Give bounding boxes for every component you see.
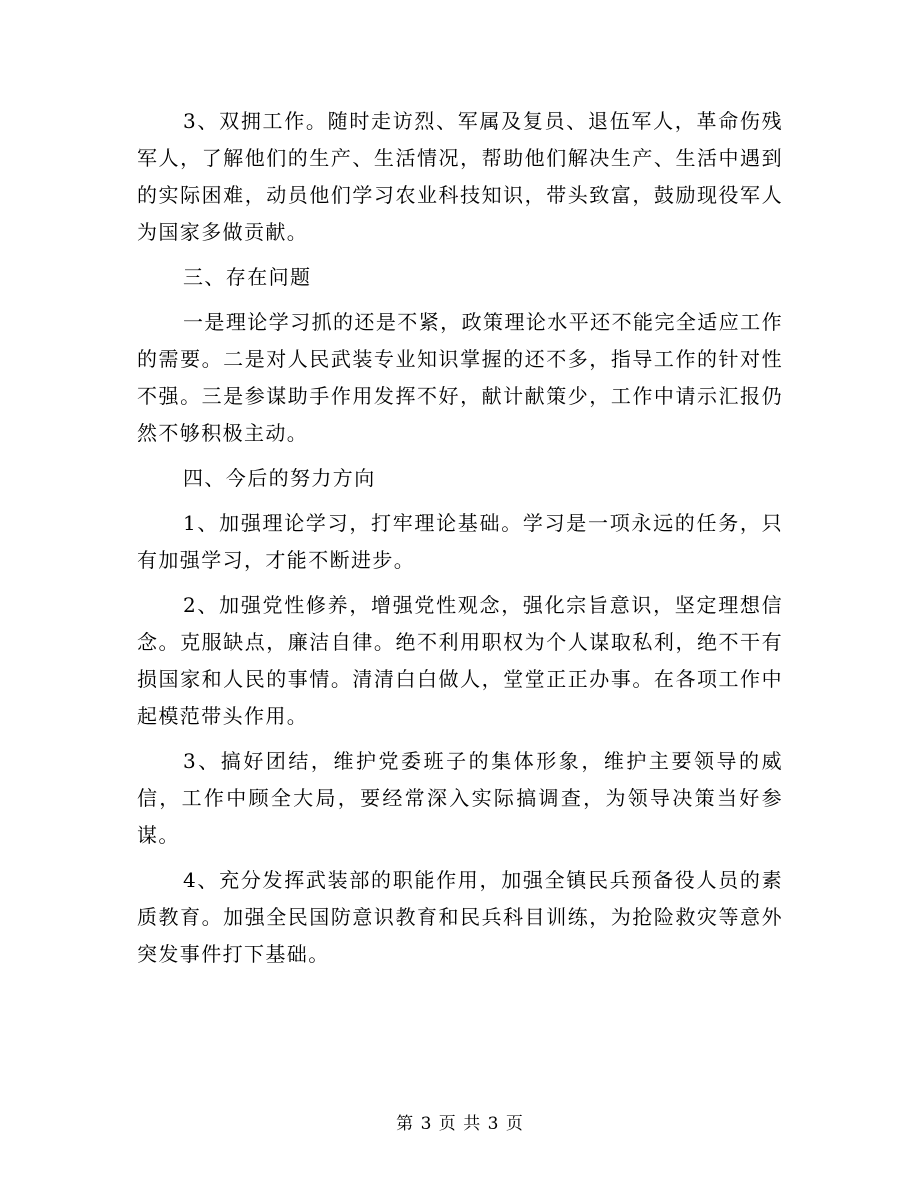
paragraph-direction-4: 4、充分发挥武装部的职能作用，加强全镇民兵预备役人员的素质教育。加强全民国防意识教育和民兵科目训练，为抢险救灾等意外突发事件打下基础。 xyxy=(137,868,783,966)
paragraph-direction-1: 1、加强理论学习，打牢理论基础。学习是一项永远的任务，只有加强学习，才能不断进步。 xyxy=(137,511,783,572)
document-body xyxy=(137,103,783,981)
paragraph-direction-3: 3、搞好团结，维护党委班子的集体形象，维护主要领导的威信，工作中顾全大局，要经常深入实际搞调查，为领导决策当好参谋。 xyxy=(137,749,783,847)
section-heading-future-direction: 四、今后的努力方向 xyxy=(183,466,376,490)
paragraph-direction-2: 2、加强党性修养，增强党性观念，强化宗旨意识，坚定理想信念。克服缺点，廉洁自律。绝不利用职权为个人谋取私利，绝不干有损国家和人民的事情。清清白白做人，堂堂正正办事。在各项工作中起模范带头作用。 xyxy=(137,593,783,728)
paragraph-existing-problems: 一是理论学习抓的还是不紧，政策理论水平还不能完全适应工作的需要。二是对人民武装专业知识掌握的还不多，指导工作的针对性不强。三是参谋助手作用发挥不好，献计献策少，工作中请示汇报仍然不够积极主动。 xyxy=(137,310,783,445)
paragraph-dual-support-work: 3、双拥工作。随时走访烈、军属及复员、退伍军人，革命伤残军人，了解他们的生产、生活情况，帮助他们解决生产、生活中遇到的实际困难，动员他们学习农业科技知识，带头致富，鼓励现役军人为国家多做贡献。 xyxy=(137,109,783,244)
section-heading-existing-problems: 三、存在问题 xyxy=(183,265,312,289)
page-number-footer: 第 3 页 共 3 页 xyxy=(396,1114,524,1134)
